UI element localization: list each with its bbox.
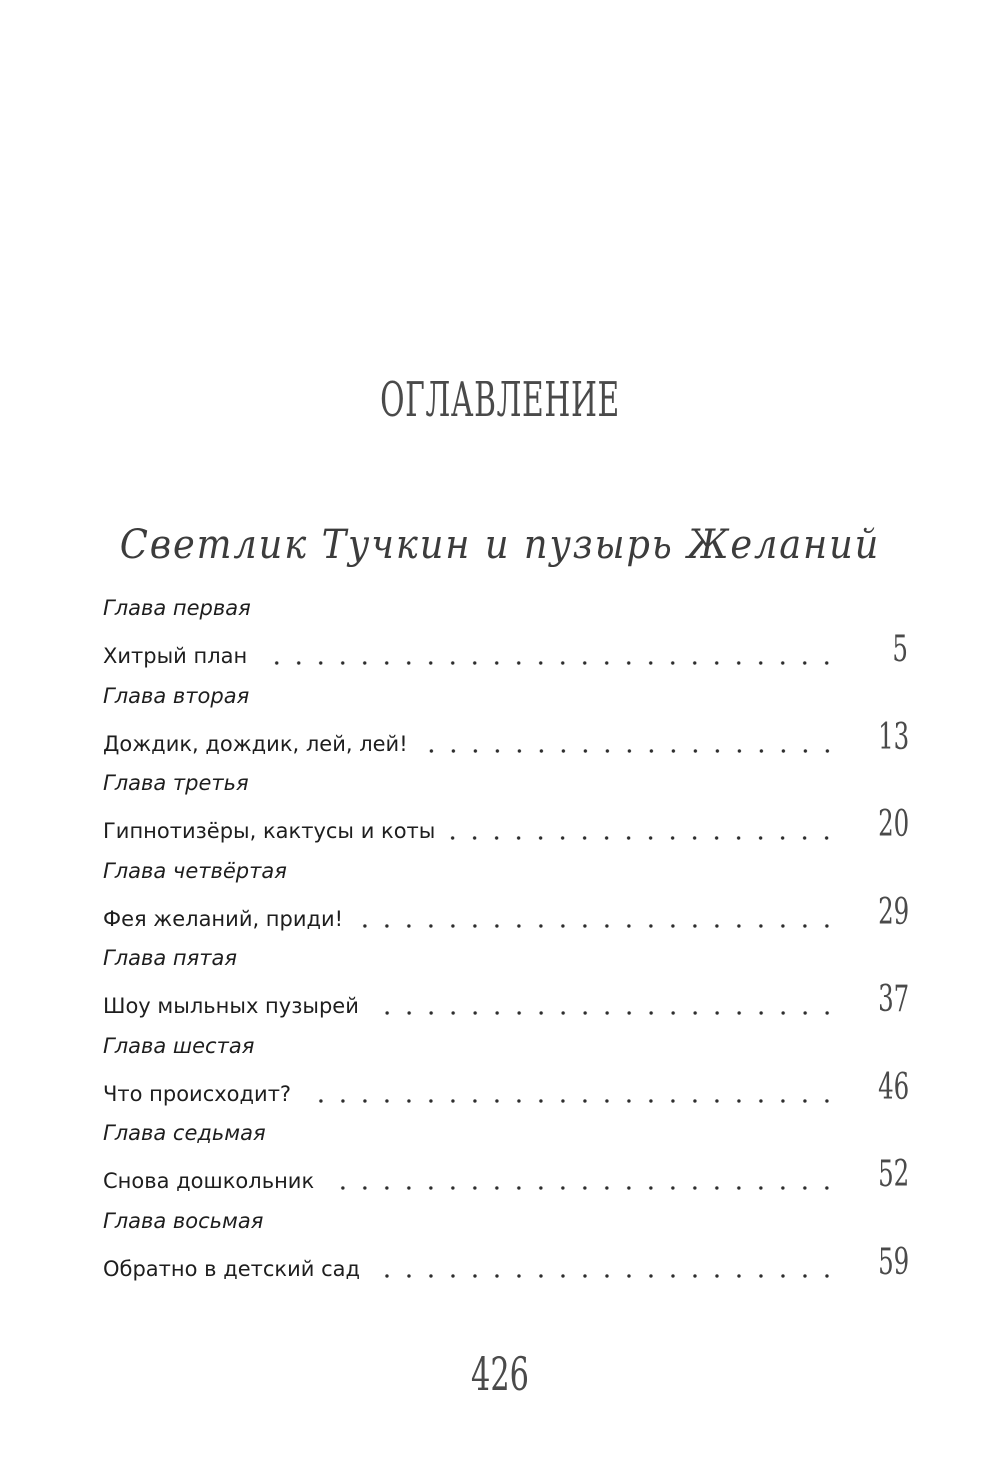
chapter-number: Глава седьмая [103,1121,266,1145]
chapter-number: Глава первая [103,596,251,620]
toc-entry [103,1209,908,1297]
toc-entry [103,771,908,859]
toc-entry [103,1034,908,1122]
chapter-row [103,1068,908,1108]
page-number: 37 [878,979,910,1020]
dot-leader [261,661,838,665]
chapter-title: Шоу мыльных пузырей [103,994,359,1018]
page-number: 13 [878,716,910,758]
toc-entry [103,596,908,684]
dot-leader [422,749,838,753]
chapter-number: Глава третья [103,771,249,795]
page-number: 29 [878,891,910,933]
page-number: 46 [878,1066,910,1108]
dot-leader [373,1011,838,1015]
dot-leader [449,836,838,840]
folio-page-number: 426 [471,1347,529,1401]
page-number: 20 [878,804,910,845]
table-of-contents [103,596,908,1296]
chapter-row [103,893,908,933]
page-number: 5 [892,629,908,670]
chapter-title: Фея желаний, приди! [103,906,344,931]
toc-entry [103,859,908,947]
toc-entry [103,1121,908,1209]
chapter-title: Обратно в детский сад [103,1256,361,1281]
chapter-title: Дождик, дождик, лей, лей! [103,731,408,756]
chapter-number: Глава пятая [103,946,238,970]
dot-leader [328,1186,838,1190]
page-number: 59 [878,1241,910,1283]
dot-leader [305,1099,838,1103]
chapter-row [103,630,908,670]
chapter-row [103,805,908,845]
chapter-number: Глава восьмая [103,1208,264,1233]
page-number: 52 [878,1154,910,1195]
chapter-row [103,1155,908,1195]
chapter-number: Глава вторая [103,683,250,708]
chapter-row [103,718,908,758]
chapter-title: Снова дошкольник [103,1169,315,1193]
book-title: Светлик Тучкин и пузырь Желаний [119,522,881,568]
toc-entry [103,684,908,772]
page-heading: ОГЛАВЛЕНИЕ [380,372,620,428]
chapter-title: Гипнотизёры, кактусы и коты [103,819,436,843]
chapter-title: Хитрый план [103,644,248,668]
toc-entry [103,946,908,1034]
dot-leader [357,924,838,928]
chapter-row [103,980,908,1020]
chapter-row [103,1243,908,1283]
chapter-number: Глава четвёртая [103,858,287,883]
chapter-number: Глава шестая [103,1033,255,1058]
chapter-title: Что происходит? [103,1081,292,1106]
dot-leader [374,1274,838,1278]
